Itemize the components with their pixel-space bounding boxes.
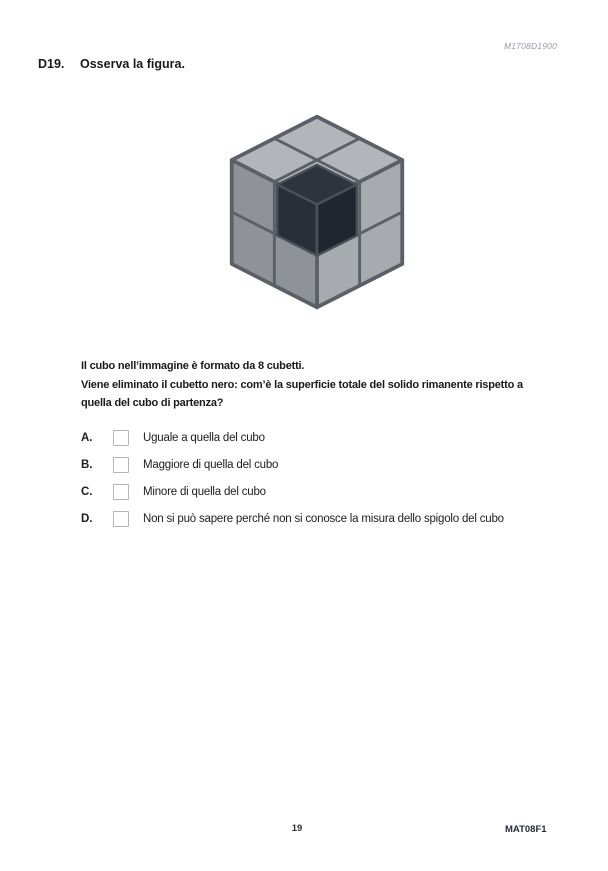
- question-prompt: Osserva la figura.: [80, 57, 185, 71]
- option-a-letter: A.: [81, 431, 93, 444]
- option-d-letter: D.: [81, 512, 93, 525]
- option-row-b: [81, 456, 278, 473]
- option-c-checkbox[interactable]: [113, 484, 129, 500]
- option-b-label: Maggiore di quella del cubo: [143, 458, 279, 471]
- question-code: M1708D1900: [503, 41, 557, 51]
- option-row-c: [81, 483, 266, 500]
- option-b-checkbox[interactable]: [113, 457, 129, 473]
- option-row-d: [81, 510, 504, 527]
- question-line-2: Viene eliminato il cubetto nero: com’è la superficie totale del solido rimanente rispetto a: [81, 378, 523, 391]
- option-row-a: [81, 429, 265, 446]
- question-text: [81, 357, 523, 413]
- cube-figure: [227, 111, 407, 313]
- question-line-3: quella del cubo di partenza?: [81, 397, 224, 409]
- option-a-label: Uguale a quella del cubo: [143, 431, 265, 444]
- question-header: [38, 57, 185, 71]
- footer-code: MAT08F1: [505, 824, 547, 835]
- option-c-label: Minore di quella del cubo: [143, 485, 266, 498]
- question-number: D19.: [38, 57, 65, 71]
- option-d-label: Non si può sapere perché non si conosce la misura dello spigolo del cubo: [143, 512, 504, 525]
- question-line-1: Il cubo nell’immagine è formato da 8 cubetti.: [81, 360, 305, 372]
- page-number: 19: [291, 823, 303, 834]
- option-b-letter: B.: [81, 458, 93, 471]
- option-a-checkbox[interactable]: [113, 430, 129, 446]
- option-c-letter: C.: [81, 485, 93, 498]
- option-d-checkbox[interactable]: [113, 511, 129, 527]
